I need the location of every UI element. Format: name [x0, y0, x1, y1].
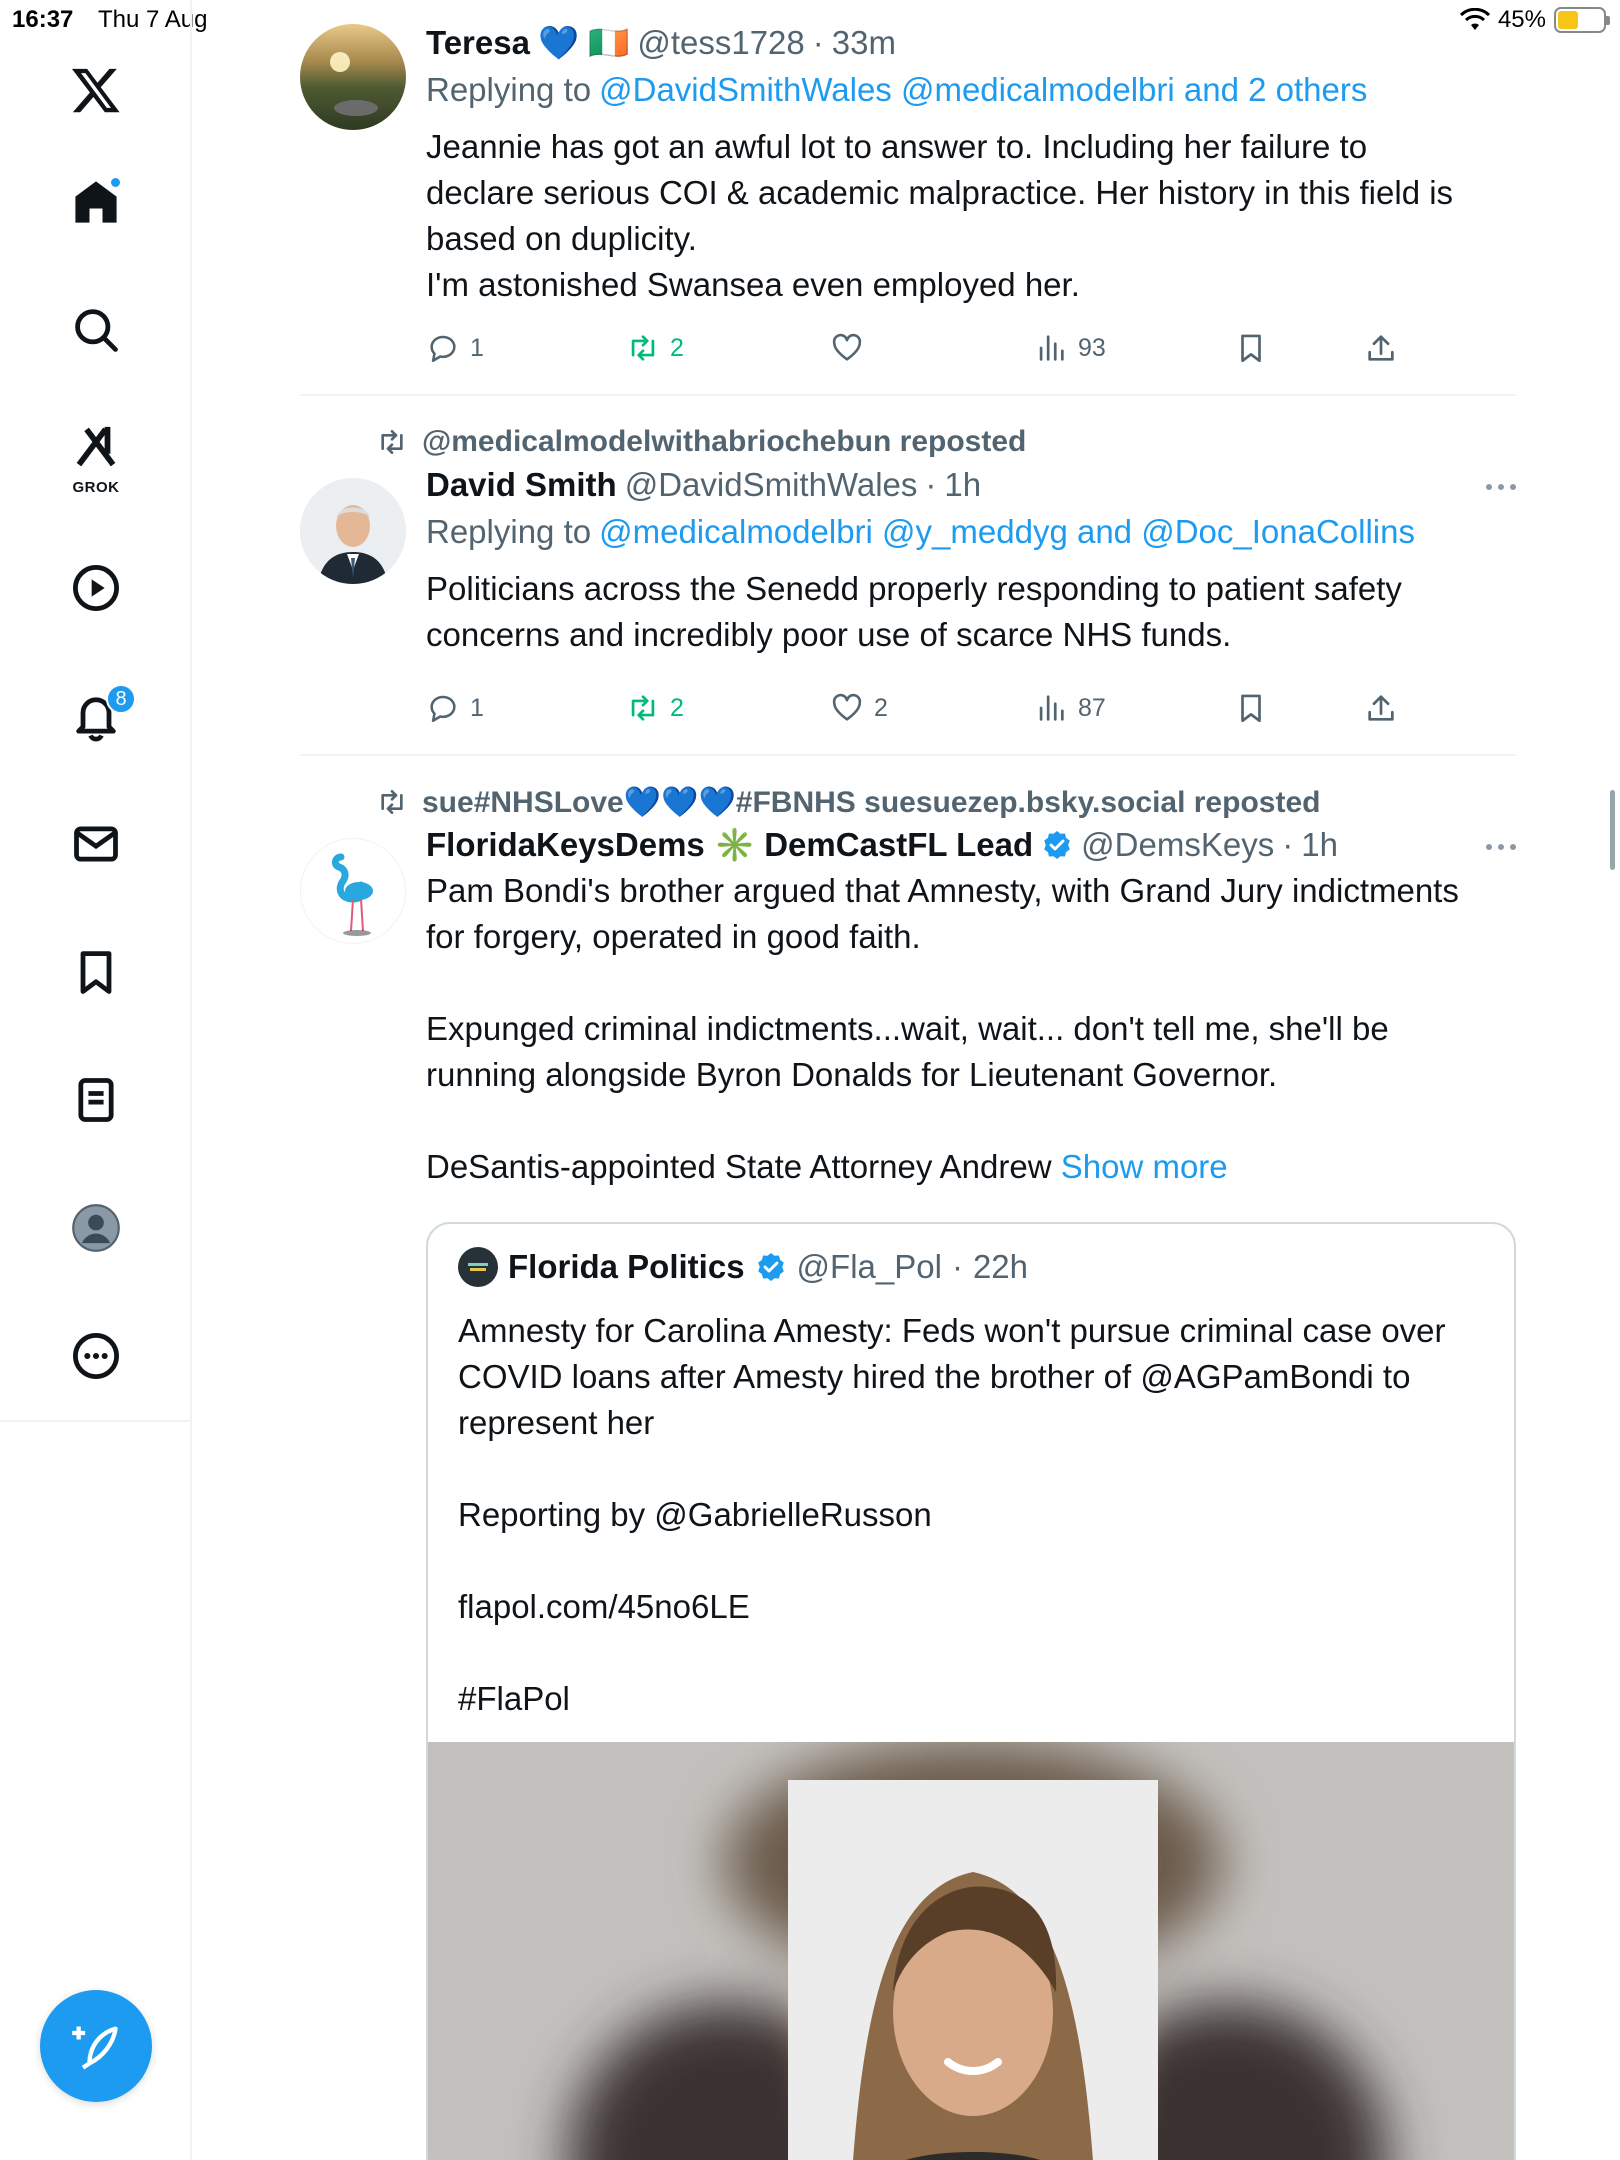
florida-politics-logo-icon[interactable] [458, 1247, 498, 1287]
avatar[interactable] [300, 838, 406, 944]
bookmark-icon [1234, 331, 1268, 365]
share-button[interactable] [1364, 328, 1398, 368]
replying-label: Replying to [426, 513, 592, 550]
quoted-author-name[interactable]: Florida Politics [508, 1248, 745, 1285]
tweet-time[interactable]: 1h [944, 466, 982, 503]
sidebar [0, 0, 192, 2160]
tweet-time[interactable]: 33m [831, 24, 896, 61]
repost-count: 2 [670, 693, 684, 722]
tweet-text [426, 868, 1516, 1190]
tweet-text-body: Pam Bondi's brother argued that Amnesty, with Grand Jury indictments for forgery, operated in good faith. Expunged criminal indictments...wait, wait... don't tell me, she'll be running alongside Byron Donalds for Lieutenant Governor. DeSantis-appointed State Attorney Andrew [426, 872, 1459, 1185]
share-icon [1364, 331, 1398, 365]
notifications-badge: 8 [106, 684, 136, 714]
bookmark-button[interactable] [1234, 328, 1268, 368]
quoted-tweet[interactable] [426, 1222, 1516, 2160]
repost-button[interactable] [626, 328, 684, 368]
tweet-actions [426, 328, 1426, 368]
tweet-divider [300, 394, 1516, 396]
reply-icon [426, 331, 460, 365]
home-unread-dot [109, 176, 122, 189]
repost-icon [376, 786, 408, 818]
views-count: 87 [1078, 693, 1106, 722]
battery-percent: 45% [1497, 6, 1546, 33]
reply-button[interactable] [426, 328, 484, 368]
repost-icon [626, 691, 660, 725]
share-icon [1364, 691, 1398, 725]
author-handle[interactable]: @DavidSmithWales [624, 466, 918, 503]
status-time: 16:37 [12, 6, 74, 33]
views-button[interactable] [1034, 328, 1106, 368]
repost-icon [626, 331, 660, 365]
replying-label: Replying to [426, 71, 592, 108]
tweet-header [426, 822, 1516, 868]
tweet-divider [300, 754, 1516, 756]
separator: · [1282, 826, 1294, 863]
views-icon [1034, 691, 1068, 725]
like-button[interactable] [830, 688, 888, 728]
repost-context [376, 422, 1516, 462]
repost-icon [376, 426, 408, 458]
tweet-header [426, 462, 1516, 508]
quoted-text: Amnesty for Carolina Amesty: Feds won't pursue criminal case over COVID loans after Amesty hired the brother of @AGPamBondi to represent her Reporting by @GabrielleRusson flapol.com/45no6LE #FlaPol [458, 1312, 1446, 1717]
reposted-by[interactable]: sue#NHSLove💙💙💙#FBNHS suesuezep.bsky.social reposted [422, 785, 1321, 819]
reply-button[interactable] [426, 688, 484, 728]
more-icon[interactable] [62, 1322, 130, 1390]
home-icon[interactable] [62, 168, 130, 236]
quoted-media-image[interactable] [428, 1742, 1516, 2160]
author-name[interactable]: Teresa [426, 24, 530, 61]
author-handle[interactable]: @tess1728 [637, 24, 805, 61]
tweet-text: Jeannie has got an awful lot to answer to. Including her failure to declare serious COI & academic malpractice. Her history in this field is based on duplicity. I'm astonished Swansea even employed her. [426, 128, 1454, 303]
separator: · [812, 24, 824, 61]
verified-badge-icon [1041, 829, 1073, 861]
status-date: Thu 7 Aug [98, 6, 208, 33]
profile-icon[interactable] [62, 1194, 130, 1262]
show-more-link[interactable]: Show more [1060, 1148, 1228, 1185]
compose-icon [70, 2020, 122, 2072]
like-button[interactable] [830, 328, 874, 368]
views-icon [1034, 331, 1068, 365]
views-button[interactable] [1034, 688, 1106, 728]
quoted-header [458, 1242, 1028, 1292]
reply-count: 1 [470, 693, 484, 722]
compose-button[interactable] [40, 1990, 152, 2102]
tweet-text: Politicians across the Senedd properly responding to patient safety concerns and incredibly poor use of scarce NHS funds. [426, 570, 1402, 653]
avatar[interactable] [300, 24, 406, 130]
tweet-header [426, 20, 1516, 66]
replying-to-users[interactable]: @medicalmodelbri @y_meddyg and @Doc_IonaCollins [599, 513, 1415, 550]
views-count: 93 [1078, 333, 1106, 362]
quoted-author-handle[interactable]: @Fla_Pol [796, 1248, 942, 1285]
bookmarks-icon[interactable] [62, 938, 130, 1006]
bookmark-icon [1234, 691, 1268, 725]
reply-icon [426, 691, 460, 725]
x-logo-icon[interactable] [62, 56, 130, 124]
search-icon[interactable] [62, 296, 130, 364]
tweet-actions [426, 688, 1426, 728]
repost-count: 2 [670, 333, 684, 362]
video-icon[interactable] [62, 554, 130, 622]
more-options-icon[interactable] [1486, 484, 1516, 494]
separator: · [925, 466, 937, 503]
heart-icon [830, 691, 864, 725]
author-name[interactable]: David Smith [426, 466, 617, 503]
sidebar-divider [0, 1420, 192, 1422]
replying-to [426, 508, 1516, 556]
like-count: 2 [874, 693, 888, 722]
author-handle[interactable]: @DemsKeys [1081, 826, 1275, 863]
replying-to-users[interactable]: @DavidSmithWales @medicalmodelbri and 2 others [599, 71, 1368, 108]
battery-icon [1554, 7, 1606, 33]
share-button[interactable] [1364, 688, 1398, 728]
notifications-icon[interactable] [62, 682, 130, 750]
tweet-time[interactable]: 1h [1301, 826, 1338, 863]
messages-icon[interactable] [62, 810, 130, 878]
avatar[interactable] [300, 478, 406, 584]
author-name[interactable]: FloridaKeysDems ✳️ DemCastFL Lead [426, 825, 1034, 863]
grok-label: GROK [72, 479, 120, 496]
repost-context [376, 782, 1516, 822]
lists-icon[interactable] [62, 1066, 130, 1134]
reposted-by[interactable]: @medicalmodelwithabriochebun reposted [422, 425, 1027, 458]
scrollbar[interactable] [1610, 790, 1615, 870]
replying-to [426, 66, 1516, 114]
bookmark-button[interactable] [1234, 688, 1268, 728]
heart-icon [830, 331, 864, 365]
quoted-time[interactable]: 22h [972, 1248, 1028, 1285]
author-emojis: 💙 🇮🇪 [537, 23, 630, 61]
grok-icon[interactable] [62, 420, 130, 496]
more-options-icon[interactable] [1486, 844, 1516, 854]
repost-button[interactable] [626, 688, 684, 728]
separator: · [951, 1248, 963, 1285]
verified-badge-icon [755, 1251, 787, 1283]
reply-count: 1 [470, 333, 484, 362]
